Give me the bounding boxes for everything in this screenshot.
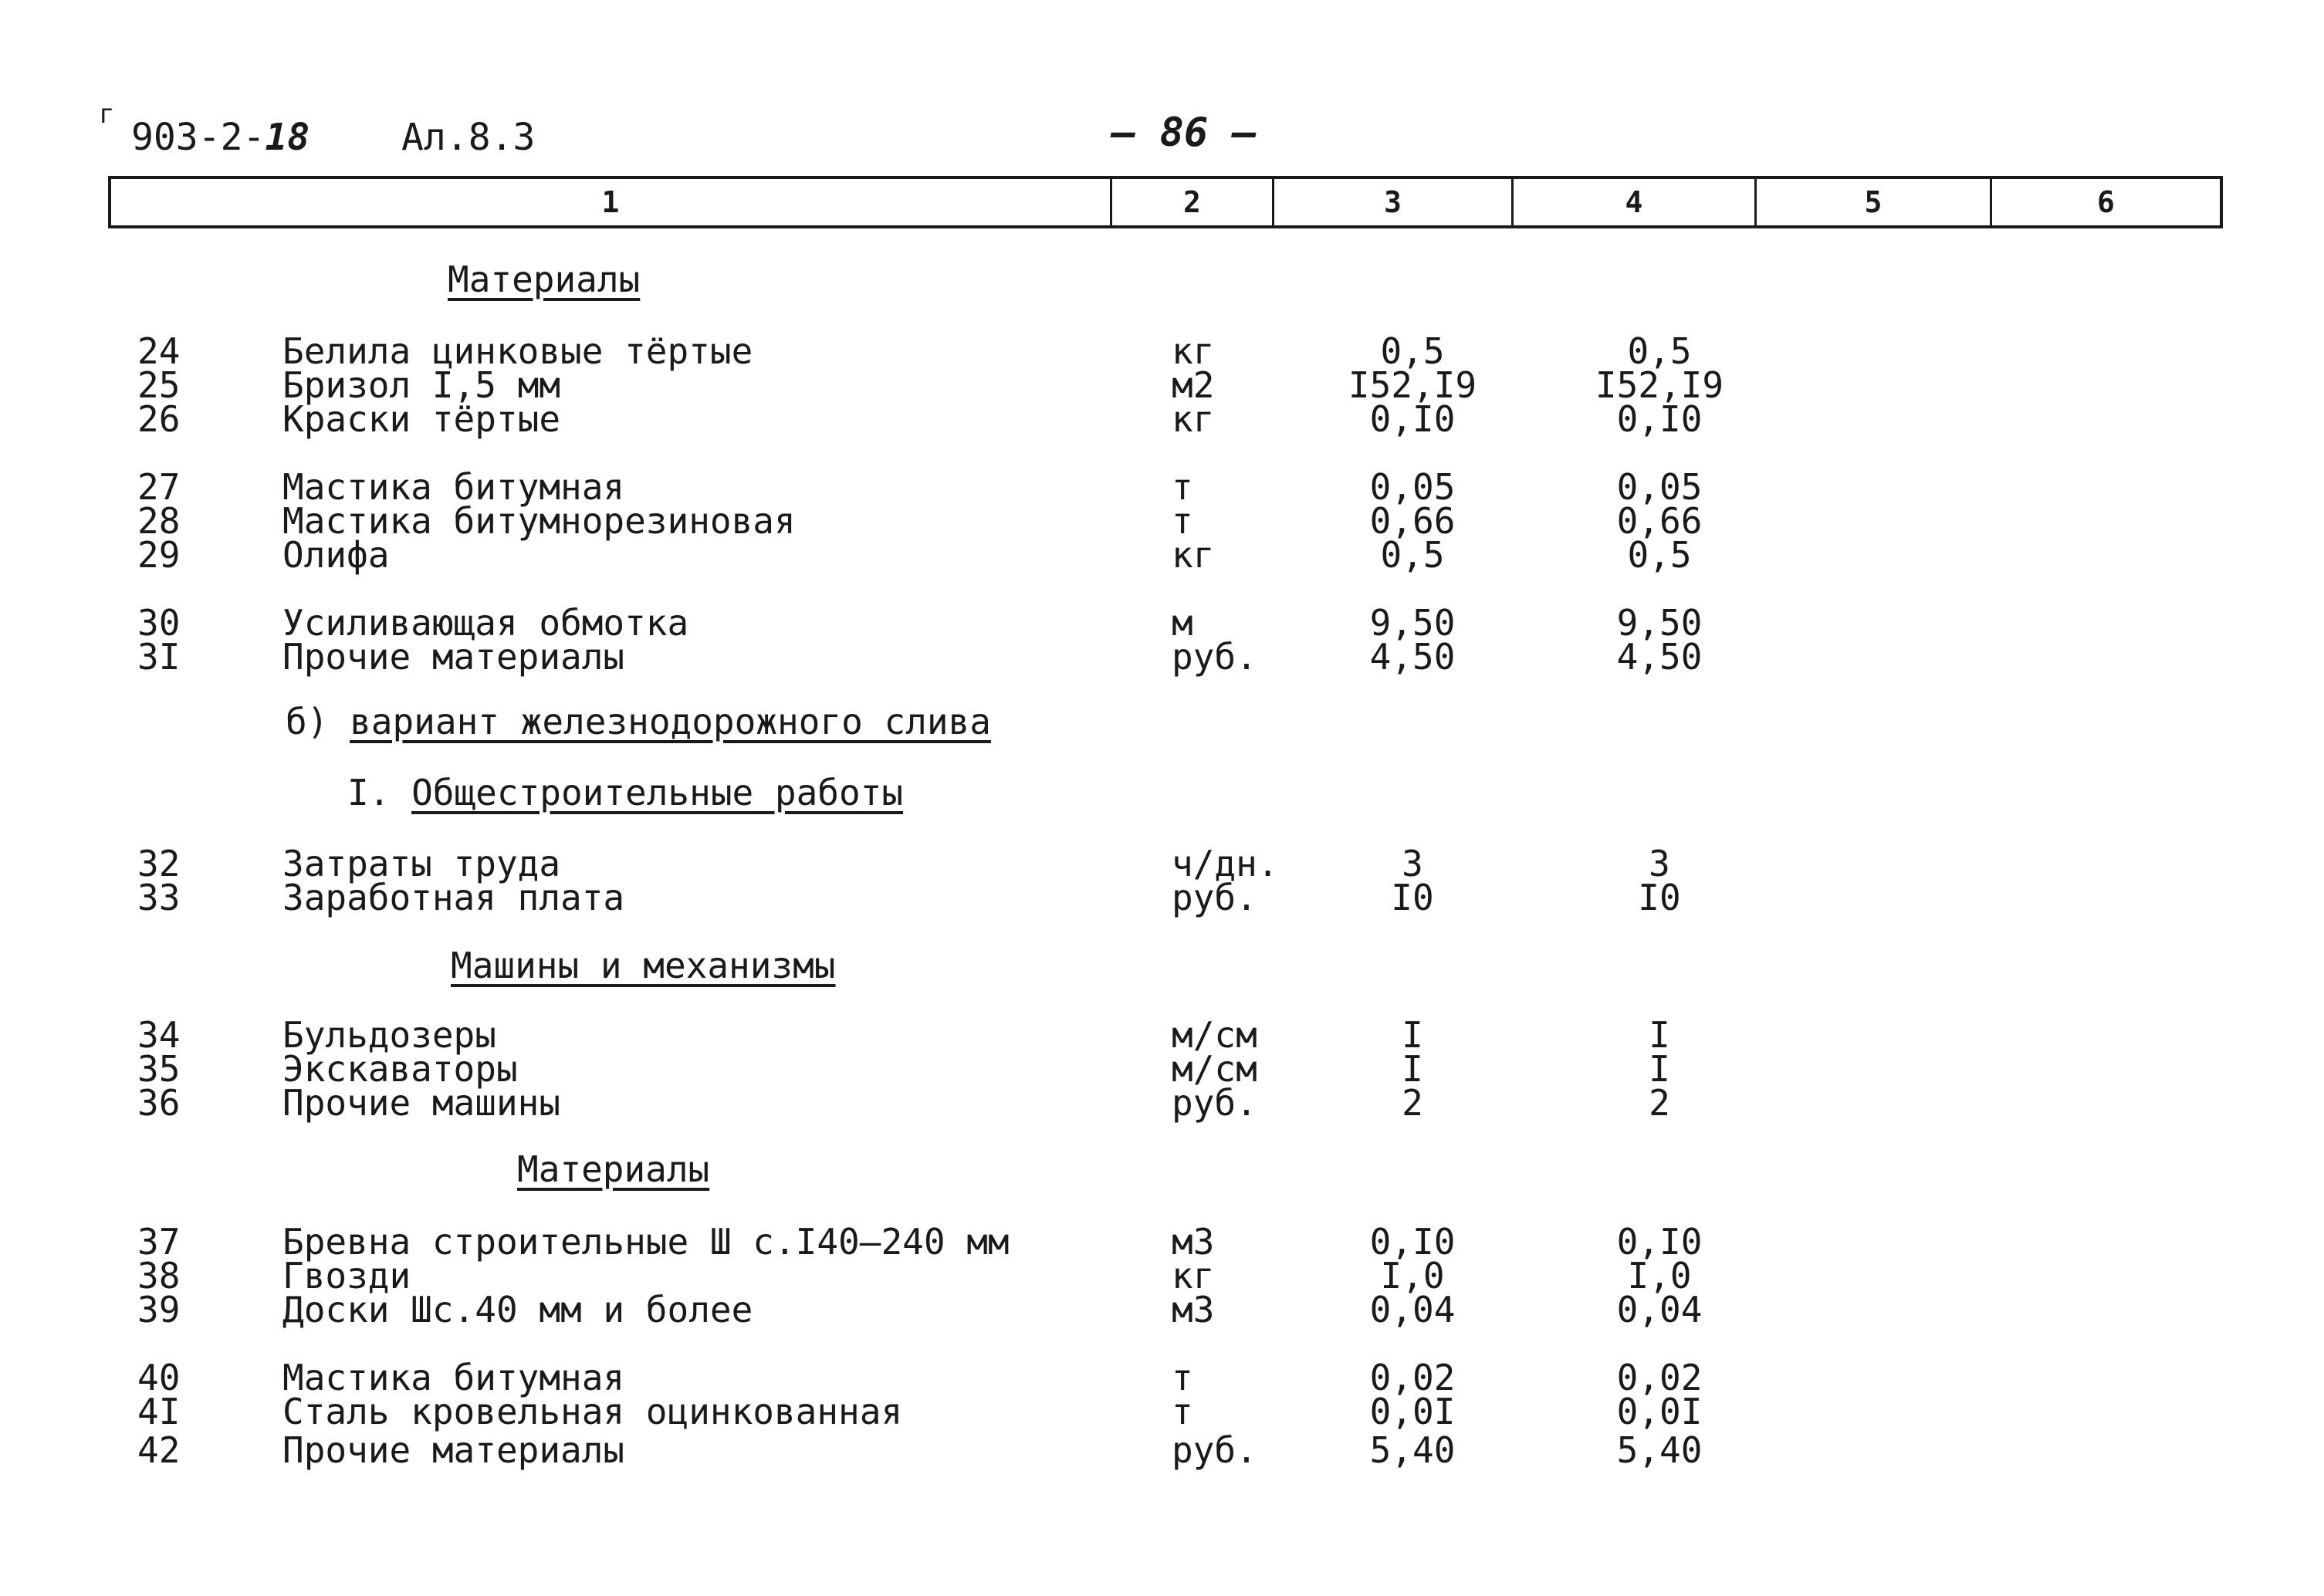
- column-number-strip: [108, 176, 2223, 228]
- row-value-col4: 9,50: [1616, 602, 1703, 644]
- row-unit: кг: [1172, 534, 1215, 576]
- row-number: 29: [137, 534, 181, 576]
- row-unit: кг: [1172, 398, 1215, 440]
- row-number: 40: [137, 1357, 181, 1398]
- column-number-1: 1: [111, 179, 1112, 225]
- row-name: Прочие материалы: [282, 636, 625, 678]
- row-number: 30: [137, 602, 181, 644]
- row-number: 3I: [137, 636, 181, 678]
- row-name: Мастика битумная: [282, 1357, 625, 1398]
- variant-prefix: б): [286, 701, 329, 742]
- row-value-col3: 0,I0: [1369, 398, 1456, 440]
- table-row: [0, 1391, 2324, 1432]
- row-unit: т: [1172, 466, 1193, 508]
- column-number-3: 3: [1274, 179, 1514, 225]
- row-name: Заработная плата: [282, 877, 625, 918]
- row-name: Гвозди: [282, 1255, 411, 1297]
- row-value-col3: 3: [1402, 843, 1423, 884]
- row-unit: кг: [1172, 330, 1215, 372]
- row-value-col4: 0,5: [1627, 534, 1692, 576]
- page-number: – 86 –: [1111, 110, 1257, 156]
- row-unit: кг: [1172, 1255, 1215, 1297]
- row-value-col3: 0,I0: [1369, 1221, 1456, 1263]
- row-unit: руб.: [1172, 636, 1257, 678]
- row-value-col3: 4,50: [1369, 636, 1456, 678]
- row-unit: м3: [1172, 1289, 1215, 1331]
- row-value-col4: I,0: [1627, 1255, 1692, 1297]
- row-number: 38: [137, 1255, 181, 1297]
- table-row: [0, 1429, 2324, 1471]
- document-code-prefix: 903-2-: [131, 116, 266, 159]
- row-value-col3: 0,02: [1369, 1357, 1456, 1398]
- column-number-4: 4: [1514, 179, 1757, 225]
- row-value-col3: 0,66: [1369, 500, 1456, 542]
- table-row: [0, 877, 2324, 918]
- row-value-col3: I: [1402, 1014, 1423, 1056]
- row-name: Олифа: [282, 534, 390, 576]
- row-value-col4: 0,66: [1616, 500, 1703, 542]
- row-value-col4: I0: [1638, 877, 1681, 918]
- row-number: 28: [137, 500, 181, 542]
- row-value-col4: 0,0I: [1616, 1391, 1703, 1432]
- row-number: 25: [137, 364, 181, 406]
- row-unit: ч/дн.: [1172, 843, 1279, 884]
- column-number-2: 2: [1112, 179, 1274, 225]
- row-value-col3: 9,50: [1369, 602, 1456, 644]
- row-value-col3: I,0: [1380, 1255, 1445, 1297]
- row-unit: т: [1172, 1357, 1193, 1398]
- row-value-col4: 2: [1649, 1082, 1670, 1124]
- row-value-col4: 0,5: [1627, 330, 1692, 372]
- variant-heading: [286, 702, 991, 741]
- row-value-col4: 0,I0: [1616, 1221, 1703, 1263]
- row-value-col3: 0,04: [1369, 1289, 1456, 1331]
- column-number-6: 6: [2097, 185, 2115, 219]
- column-number-5: 5: [1757, 179, 1992, 225]
- row-name: Белила цинковые тёртые: [282, 330, 753, 372]
- row-name: Краски тёртые: [282, 398, 561, 440]
- row-unit: м3: [1172, 1221, 1215, 1263]
- row-value-col4: 0,05: [1616, 466, 1703, 508]
- row-value-col4: 0,02: [1616, 1357, 1703, 1398]
- row-number: 27: [137, 466, 181, 508]
- row-number: 37: [137, 1221, 181, 1263]
- row-value-col3: 0,0I: [1369, 1391, 1456, 1432]
- row-number: 42: [137, 1429, 181, 1471]
- row-name: Бревна строительные Ш с.I40–240 мм: [282, 1221, 1010, 1263]
- row-name: Прочие машины: [282, 1082, 561, 1124]
- row-unit: т: [1172, 500, 1193, 542]
- row-value-col3: 0,05: [1369, 466, 1456, 508]
- row-name: Затраты труда: [282, 843, 561, 884]
- table-row: [0, 398, 2324, 440]
- row-number: 39: [137, 1289, 181, 1331]
- section-heading-machines: Машины и механизмы: [451, 945, 836, 986]
- row-number: 4I: [137, 1391, 181, 1432]
- row-value-col4: I52,I9: [1595, 364, 1724, 406]
- row-value-col3: I0: [1391, 877, 1434, 918]
- row-name: Прочие материалы: [282, 1429, 625, 1471]
- row-value-col4: 3: [1649, 843, 1670, 884]
- row-name: Бризол I,5 мм: [282, 364, 561, 406]
- row-value-col4: I: [1649, 1048, 1670, 1090]
- table-row: [0, 1082, 2324, 1124]
- row-number: 33: [137, 877, 181, 918]
- row-value-col4: 5,40: [1616, 1429, 1703, 1471]
- row-name: Усиливающая обмотка: [282, 602, 689, 644]
- row-number: 36: [137, 1082, 181, 1124]
- row-value-col3: 0,5: [1380, 534, 1445, 576]
- row-value-col4: 4,50: [1616, 636, 1703, 678]
- document-code: [131, 116, 310, 159]
- row-unit: м/см: [1172, 1048, 1257, 1090]
- row-unit: руб.: [1172, 877, 1257, 918]
- row-unit: руб.: [1172, 1082, 1257, 1124]
- row-value-col3: I52,I9: [1348, 364, 1477, 406]
- row-name: Бульдозеры: [282, 1014, 496, 1056]
- section-general-title: Общестроительные работы: [411, 772, 904, 813]
- row-number: 32: [137, 843, 181, 884]
- row-unit: т: [1172, 1391, 1193, 1432]
- row-name: Доски Шс.40 мм и более: [282, 1289, 753, 1331]
- row-name: Мастика битумная: [282, 466, 625, 508]
- row-value-col4: 0,04: [1616, 1289, 1703, 1331]
- row-number: 35: [137, 1048, 181, 1090]
- row-unit: м2: [1172, 364, 1215, 406]
- row-value-col3: 5,40: [1369, 1429, 1456, 1471]
- row-name: Мастика битумнорезиновая: [282, 500, 796, 542]
- row-unit: м: [1172, 602, 1193, 644]
- table-row: [0, 534, 2324, 576]
- row-value-col4: I: [1649, 1014, 1670, 1056]
- row-value-col4: 0,I0: [1616, 398, 1703, 440]
- row-name: Экскаваторы: [282, 1048, 518, 1090]
- row-number: 26: [137, 398, 181, 440]
- row-unit: руб.: [1172, 1429, 1257, 1471]
- row-name: Сталь кровельная оцинкованная: [282, 1391, 903, 1432]
- row-value-col3: I: [1402, 1048, 1423, 1090]
- table-row: [0, 1289, 2324, 1331]
- row-unit: м/см: [1172, 1014, 1257, 1056]
- row-value-col3: 0,5: [1380, 330, 1445, 372]
- section-heading-general-works: [347, 773, 903, 812]
- variant-title: вариант железнодорожного слива: [350, 701, 991, 742]
- section-general-prefix: I.: [347, 772, 391, 813]
- section-heading-materials-2: Материалы: [517, 1148, 710, 1190]
- row-value-col3: 2: [1402, 1082, 1423, 1124]
- table-row: [0, 636, 2324, 678]
- row-number: 34: [137, 1014, 181, 1056]
- corner-mark: г: [99, 99, 115, 130]
- sheet-label: Ал.8.3: [401, 116, 536, 159]
- row-number: 24: [137, 330, 181, 372]
- document-code-suffix: 18: [265, 116, 310, 159]
- section-heading-materials-1: Материалы: [448, 259, 641, 300]
